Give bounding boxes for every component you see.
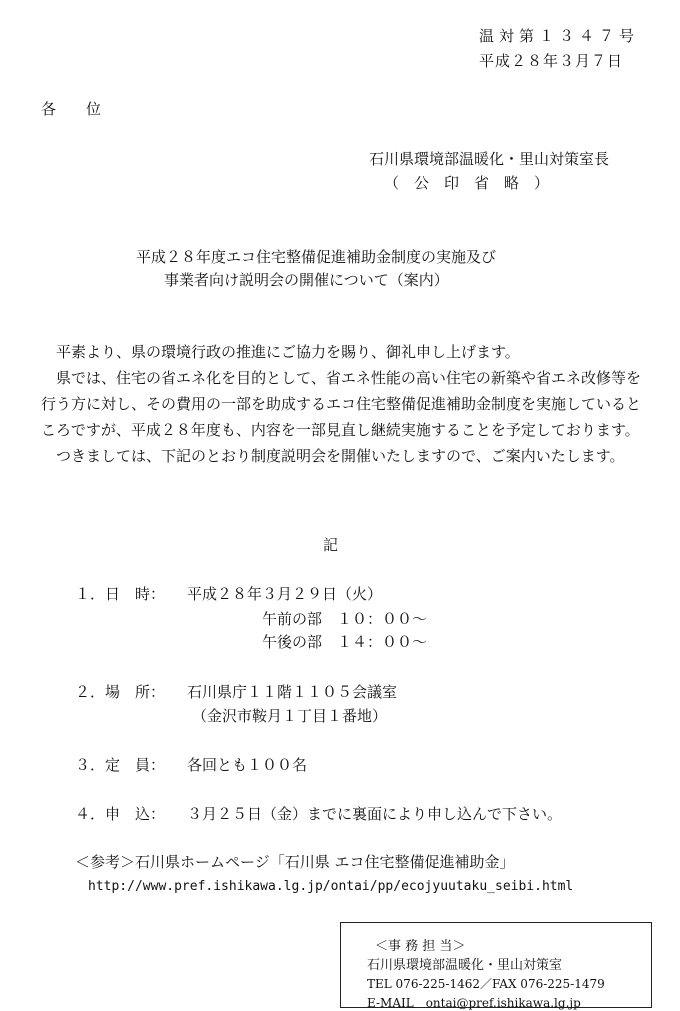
item-apply-value: ３月２５日（金）までに裏面により申し込んで下さい。 [187,805,563,823]
item-place-value: 石川県庁１１階１１０５会議室 [187,683,398,701]
body-paragraph-3: つきましては、下記のとおり制度説明会を開催いたしますので、ご案内いたします。 [56,447,625,465]
item-date-session-2: 午後の部 １４：００～ [262,633,428,651]
body-paragraph-2: 県では、住宅の省エネ化を目的として、省エネ性能の高い住宅の新築や省エネ改修等を行う方に対し、その費用の一部を助成するエコ住宅整備促進補助金制度を実施しているところですが、平成２８年度も、内容を一部見直し継続実施することを予定しております。 [41,369,642,439]
title-line-1: 平成２８年度エコ住宅整備促進補助金制度の実施及び [136,248,497,266]
item-place-address: （金沢市鞍月１丁目１番地） [192,707,388,725]
item-apply-label: ４．申 込： [75,805,166,823]
item-place-label: ２．場 所： [75,683,166,701]
ki-heading: 記 [323,536,339,554]
reference-url[interactable]: http://www.pref.ishikawa.lg.jp/ontai/pp/ecojyuutaku_seibi.html [88,879,574,894]
body-paragraph-1: 平素より、県の環境行政の推進にご協力を賜り、御礼申し上げます。 [56,343,520,361]
document-number: 温対第１３４７号 [479,27,640,45]
contact-heading: ＜事 務 担 当＞ [375,939,466,954]
contact-tel-fax: TEL 076-225-1462／FAX 076-225-1479 [367,977,605,991]
title-line-2: 事業者向け説明会の開催について（案内） [164,271,449,289]
item-capacity-value: 各回とも１００名 [187,756,308,774]
item-capacity-label: ３．定 員： [75,756,166,774]
item-date-label: １．日 時： [75,585,166,603]
sender-seal-note: （ 公 印 省 略 ） [384,174,550,192]
contact-org: 石川県環境部温暖化・里山対策室 [367,958,563,973]
item-date-session-1: 午前の部 １０：００～ [262,610,428,628]
item-date-value: 平成２８年３月２９日（火） [187,585,383,603]
body-text [41,339,641,469]
contact-email: E-MAIL ontai@pref.ishikawa.lg.jp [367,996,581,1010]
document-date: 平成２８年３月７日 [479,52,624,70]
recipient: 各 位 [41,100,102,118]
contact-box [340,922,652,1008]
reference-text: ＜参考＞石川県ホームページ「石川県 エコ住宅整備促進補助金」 [75,853,515,871]
sender-org: 石川県環境部温暖化・里山対策室長 [369,150,610,168]
